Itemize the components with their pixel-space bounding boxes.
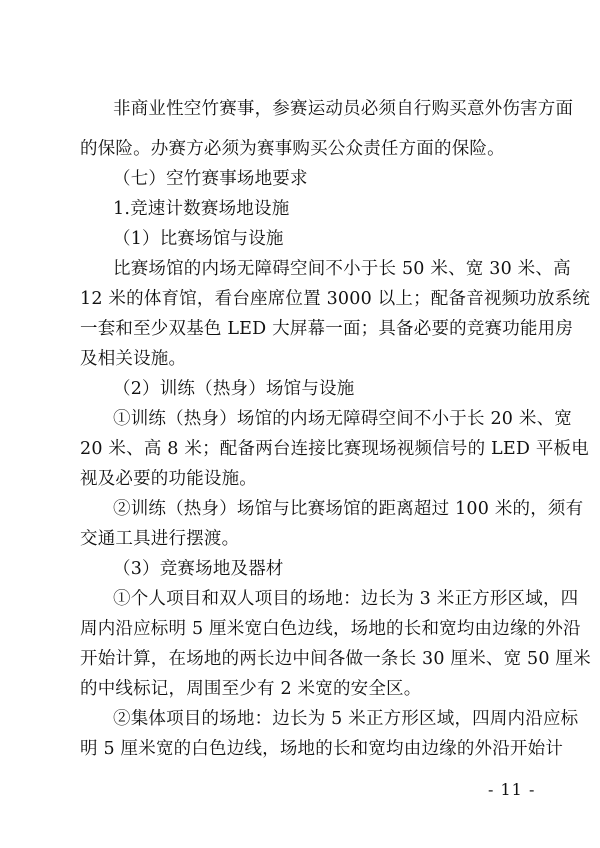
body-line: 一套和至少双基色 LED 大屏幕一面；具备必要的竞赛功能用房	[80, 319, 574, 339]
body-line: 非商业性空竹赛事，参赛运动员必须自行购买意外伤害方面	[113, 99, 574, 119]
item-heading: （1）比赛场馆与设施	[113, 229, 284, 249]
body-line: 及相关设施。	[80, 349, 187, 369]
body-line: 明 5 厘米宽的白色边线，场地的长和宽均由边缘的外沿开始计	[80, 739, 564, 759]
item-heading: （3）竞赛场地及器材	[113, 559, 284, 579]
body-line: 比赛场馆的内场无障碍空间不小于长 50 米、宽 30 米、高	[113, 259, 571, 279]
body-line: 交通工具进行摆渡。	[80, 529, 240, 549]
body-line: 的中线标记，周围至少有 2 米宽的安全区。	[80, 679, 422, 699]
body-line: ②集体项目的场地：边长为 5 米正方形区域，四周内沿应标	[113, 709, 579, 729]
body-line: ②训练（热身）场馆与比赛场馆的距离超过 100 米的，须有	[113, 499, 584, 519]
section-heading: （七）空竹赛事场地要求	[113, 169, 308, 189]
item-heading: （2）训练（热身）场馆与设施	[113, 379, 355, 399]
page-number: - 11 -	[488, 780, 536, 799]
body-line: 的保险。办赛方必须为赛事购买公众责任方面的保险。	[80, 139, 505, 159]
body-line: 开始计算，在场地的两长边中间各做一条长 30 厘米、宽 50 厘米	[80, 649, 591, 669]
subsection-heading: 1.竞速计数赛场地设施	[113, 199, 290, 219]
body-line: ①训练（热身）场馆的内场无障碍空间不小于长 20 米、宽	[113, 409, 572, 429]
body-line: 12 米的体育馆，看台座席位置 3000 以上；配备音视频功放系统	[80, 289, 591, 309]
body-line: 20 米、高 8 米；配备两台连接比赛现场视频信号的 LED 平板电	[80, 439, 589, 459]
body-line: 周内沿应标明 5 厘米宽白色边线，场地的长和宽均由边缘的外沿	[80, 619, 581, 639]
body-line: ①个人项目和双人项目的场地：边长为 3 米正方形区域，四	[113, 589, 579, 609]
body-line: 视及必要的功能设施。	[80, 469, 257, 489]
